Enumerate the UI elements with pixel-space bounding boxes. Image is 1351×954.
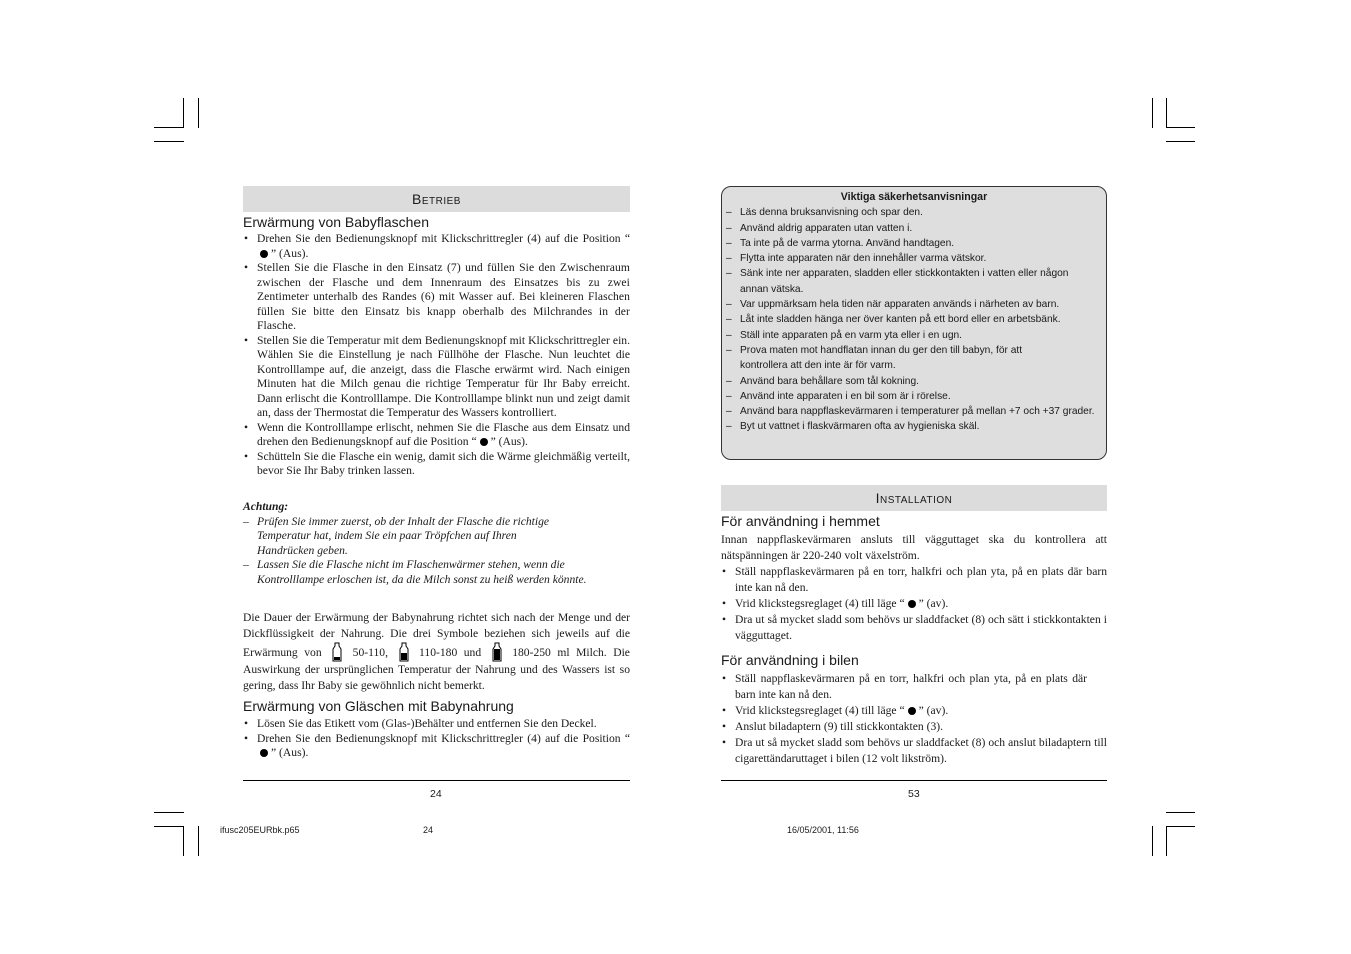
list-item: • Lösen Sie das Etikett vom (Glas-)Behälter und entfernen Sie den Deckel.: [243, 717, 630, 732]
off-dot-icon: [908, 707, 916, 715]
crop-mark: [1152, 98, 1153, 128]
list-item: • Wenn die Kontrolllampe erlischt, nehmen Sie die Flasche aus dem Einsatz und drehen den Bedienungsknopf auf die Position “ ” (Aus).: [243, 421, 630, 450]
list-item: – Använd bara nappflaskevärmaren i temperaturer på mellan +7 och +37 grader.: [726, 404, 1098, 419]
bottle-large-icon: [492, 642, 502, 662]
off-dot-icon: [260, 250, 268, 258]
right-column-block2: [721, 671, 1107, 767]
off-dot-icon: [908, 600, 916, 608]
list-item: • Anslut biladaptern (9) till stickkontakten (3).: [721, 719, 1107, 735]
list-item: – Använd aldrig apparaten utan vatten i.: [726, 221, 1098, 236]
list-item: – Låt inte sladden hänga ner över kanten på ett bord eller en arbetsbänk.: [726, 312, 1098, 327]
list-item: – Använd inte apparaten i en bil som är i rörelse.: [726, 389, 1098, 404]
left-column-block1: [243, 232, 630, 479]
list-item: – Använd bara behållare som tål kokning.: [726, 374, 1098, 389]
list-item: • Vrid klickstegsreglaget (4) till läge “ ” (av).: [721, 703, 1107, 719]
list-item: • Vrid klickstegsreglaget (4) till läge “ ” (av).: [721, 596, 1107, 612]
achtung-label: Achtung:: [243, 500, 289, 513]
crop-mark: [1166, 826, 1167, 856]
crop-mark: [1166, 98, 1167, 128]
achtung-block: [243, 500, 630, 587]
achtung-list: [243, 515, 630, 588]
list-item: – Sänk inte ner apparaten, sladden eller stickkontakten i vatten eller någon annan vätska.: [726, 266, 1098, 297]
off-dot-icon: [480, 438, 488, 446]
safety-list: [722, 205, 1106, 434]
list-item: – Prova maten mot handflatan innan du ger den till babyn, för att kontrollera att den inte är för varm.: [726, 343, 1098, 374]
list-item: – Ställ inte apparaten på en varm yta eller i en ugn.: [726, 328, 1098, 343]
list-item: • Stellen Sie die Temperatur mit dem Bedienungsknopf mit Klickschrittregler ein. Wählen Sie die Einstellung je nach Füllhöhe der Flasche. Nun leuchtet die Kontrolllampe auf, die anzeigt, dass die Flasche erwärmt wird. Nach einigen Minuten hat die Milch genau die richtige Temperatur für Ihr Baby erreicht. Dann erlischt die Kontrolllampe. Die Kontrolllampe blinkt nun und zeigt damit an, dass der Thermostat die Temperatur des Wassers kontrolliert.: [243, 334, 630, 421]
bottle-medium-icon: [399, 642, 409, 662]
bullet-list-glaeschen: [243, 717, 630, 761]
crop-mark: [154, 826, 184, 827]
list-item: – Flytta inte apparaten när den innehåller varma vätskor.: [726, 251, 1098, 266]
bullet-list-bilen: [721, 671, 1107, 767]
page-rule-left: [243, 780, 630, 781]
subheading-hemmet: För användning i hemmet: [721, 513, 880, 529]
crop-mark: [198, 98, 199, 128]
list-item: • Dra ut så mycket sladd som behövs ur sladdfacket (8) och sätt i stickkontakten i vägguttaget.: [721, 612, 1107, 644]
crop-mark: [1166, 812, 1195, 813]
list-item: – Lassen Sie die Flasche nicht im Flaschenwärmer stehen, wenn die Kontrolllampe erloschen ist, da die Milch sonst zu heiß werden könnte.: [243, 558, 630, 587]
crop-mark: [154, 812, 184, 813]
crop-mark: [154, 127, 184, 128]
footer-datetime: 16/05/2001, 11:56: [787, 825, 859, 835]
list-item: – Prüfen Sie immer zuerst, ob der Inhalt der Flasche die richtige Temperatur hat, indem Sie ein paar Tröpfchen auf Ihren Handrücken geben.: [243, 515, 630, 559]
list-item: – Ta inte på de varma ytorna. Använd handtagen.: [726, 236, 1098, 251]
crop-mark: [183, 98, 184, 128]
crop-mark: [183, 826, 184, 856]
footer-page: 24: [423, 825, 434, 835]
list-item: • Drehen Sie den Bedienungsknopf mit Klickschrittregler (4) auf die Position “” (Aus).: [243, 732, 630, 761]
bullet-list-hemmet: [721, 564, 1107, 644]
list-item: – Var uppmärksam hela tiden när apparaten används i närheten av barn.: [726, 297, 1098, 312]
crop-mark: [1152, 826, 1153, 856]
crop-mark: [1166, 141, 1195, 142]
safety-title: Viktiga säkerhetsanvisningar: [840, 191, 988, 203]
left-column-block2: [243, 717, 630, 761]
list-item: • Ställ nappflaskevärmaren på en torr, halkfri och plan yta, på en plats där barn inte kan nå den.: [721, 564, 1107, 596]
list-item: – Byt ut vattnet i flaskvärmaren ofta av hygieniska skäl.: [726, 419, 1098, 434]
page-number-right: 53: [908, 788, 920, 800]
bottle-small-icon: [332, 642, 342, 662]
crop-mark: [198, 826, 199, 856]
right-column-block1: [721, 532, 1107, 644]
subheading-bilen: För användning i bilen: [721, 652, 859, 668]
section-header-betrieb: Betrieb: [243, 186, 630, 212]
crop-mark: [1166, 127, 1195, 128]
crop-mark: [154, 141, 184, 142]
page-rule-right: [721, 780, 1107, 781]
list-item: • Stellen Sie die Flasche in den Einsatz (7) und füllen Sie den Zwischenraum zwischen der Flasche und dem Innenraum des Einsatzes bis zu zwei Zentimeter unterhalb des Randes (6) mit Wasser auf. Bei kleineren Flaschen füllen Sie bitte den Einsatz bis knapp oberhalb des Milchrandes in der Flasche.: [243, 261, 630, 334]
section-header-installation: Installation: [721, 485, 1107, 511]
bullet-list-babyflaschen: [243, 232, 630, 479]
footer-filename: ifusc205EURbk.p65: [220, 825, 300, 835]
list-item: • Ställ nappflaskevärmaren på en torr, halkfri och plan yta, på en plats där barn inte kan nå den.: [721, 671, 1107, 703]
list-item: • Dra ut så mycket sladd som behövs ur sladdfacket (8) och anslut biladaptern till cigarettändaruttaget i bilen (12 volt likström).: [721, 735, 1107, 767]
dauer-paragraph: Die Dauer der Erwärmung der Babynahrung richtet sich nach der Menge und der Dickflüssigkeit der Nahrung. Die drei Symbole beziehen sich jeweils auf die Erwärmung von 50-110, 110-180 und 180-250 ml Milch. Die Auswirkung der ursprünglichen Temperatur der Nahrung und des Wassers ist so gering, dass Ihr Baby sie gewöhnlich nicht bemerkt.: [243, 611, 630, 692]
crop-mark: [1166, 826, 1195, 827]
page-number-left: 24: [430, 788, 442, 800]
subheading-babyflaschen: Erwärmung von Babyflaschen: [243, 214, 429, 230]
list-item: – Läs denna bruksanvisning och spar den.: [726, 205, 1098, 220]
safety-box: [721, 186, 1107, 460]
off-dot-icon: [260, 749, 268, 757]
intro-paragraph: Innan nappflaskevärmaren ansluts till vägguttaget ska du kontrollera att nätspänningen är 220-240 volt växelström.: [721, 533, 1107, 562]
list-item: • Drehen Sie den Bedienungsknopf mit Klickschrittregler (4) auf die Position “” (Aus).: [243, 232, 630, 261]
subheading-glaeschen: Erwärmung von Gläschen mit Babynahrung: [243, 698, 514, 714]
list-item: • Schütteln Sie die Flasche ein wenig, damit sich die Wärme gleichmäßig verteilt, bevor Sie Ihr Baby trinken lassen.: [243, 450, 630, 479]
